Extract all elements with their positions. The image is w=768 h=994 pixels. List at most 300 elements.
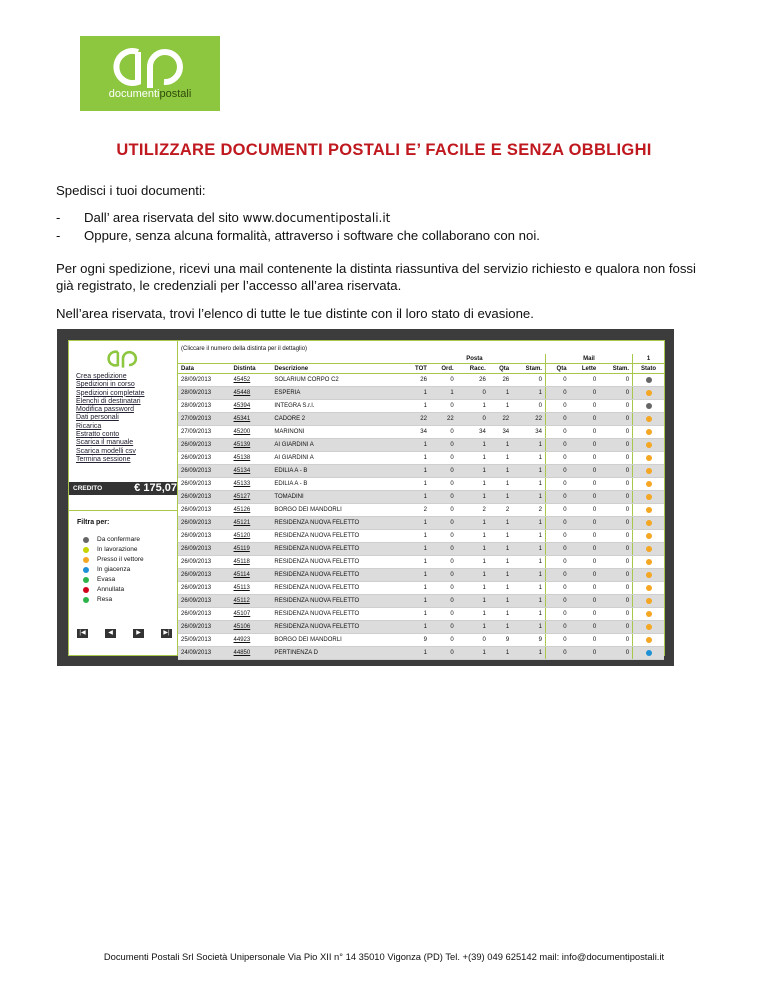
next-page-button[interactable]: ▶ [133, 629, 144, 638]
col-distinta: Distinta [231, 364, 272, 374]
table-cell: 0 [545, 517, 569, 530]
credit-bar [69, 482, 177, 495]
table-cell: 34 [489, 426, 512, 439]
table-cell: 26/09/2013 [178, 582, 231, 595]
filter-label: Annullata [97, 586, 125, 593]
sidebar-link[interactable]: Dati personali [76, 414, 119, 422]
table-cell: 26/09/2013 [178, 504, 231, 517]
table-cell: MARINONI [271, 426, 403, 439]
table-cell: 24/09/2013 [178, 647, 231, 660]
table-cell: 0 [430, 634, 457, 647]
table-cell: 1 [489, 556, 512, 569]
status-dot-icon [646, 598, 652, 604]
table-cell: 26/09/2013 [178, 556, 231, 569]
table-cell: RESIDENZA NUOVA FELETTO [271, 530, 403, 543]
status-cell [633, 426, 664, 439]
table-header-row [178, 364, 664, 374]
table-cell: 0 [570, 582, 600, 595]
table-cell: 1 [457, 582, 489, 595]
table-cell: 26 [489, 374, 512, 387]
status-cell [633, 543, 664, 556]
table-cell: 1 [457, 478, 489, 491]
table-row [178, 426, 664, 439]
distinta-link[interactable]: 45127 [231, 491, 272, 504]
table-cell: 1 [457, 491, 489, 504]
table-cell: 1 [404, 569, 430, 582]
table-cell: 1 [512, 595, 545, 608]
col-qta: Qta [489, 364, 512, 374]
table-cell: INTEGRA S.r.l. [271, 400, 403, 413]
table-cell: 0 [430, 400, 457, 413]
table-cell: 0 [570, 517, 600, 530]
table-cell: 1 [404, 491, 430, 504]
table-cell: RESIDENZA NUOVA FELETTO [271, 569, 403, 582]
footer: Documenti Postali Srl Società Unipersonale Via Pio XII n° 14 35010 Vigonza (PD) Tel. +(39) 049 625142 mail: info@documentipostali.it [103, 951, 665, 962]
table-cell: 34 [457, 426, 489, 439]
table-cell: RESIDENZA NUOVA FELETTO [271, 621, 403, 634]
status-cell [633, 387, 664, 400]
table-cell: 26/09/2013 [178, 595, 231, 608]
status-cell [633, 478, 664, 491]
distinta-link[interactable]: 45120 [231, 530, 272, 543]
sidebar-link[interactable]: Elenchi di destinatari [76, 397, 141, 405]
distinta-link[interactable]: 45133 [231, 478, 272, 491]
filter-label: In lavorazione [97, 546, 138, 553]
status-dot-icon [646, 637, 652, 643]
status-cell [633, 504, 664, 517]
table-cell: 0 [430, 569, 457, 582]
col-stam: Stam. [512, 364, 545, 374]
table-cell: 0 [570, 556, 600, 569]
table-row [178, 647, 664, 660]
table-cell: 0 [570, 595, 600, 608]
table-cell: SOLARIUM CORPO C2 [271, 374, 403, 387]
table-cell: 1 [404, 530, 430, 543]
status-cell [633, 517, 664, 530]
table-cell: 1 [489, 387, 512, 400]
last-page-button[interactable]: ▶| [161, 629, 172, 638]
table-cell: 1 [404, 517, 430, 530]
distinta-link[interactable]: 45139 [231, 439, 272, 452]
table-cell: 1 [404, 543, 430, 556]
table-cell: 0 [545, 543, 569, 556]
table-row [178, 582, 664, 595]
filter-item[interactable] [83, 555, 144, 565]
sidebar-link[interactable]: Spedizioni in corso [76, 381, 135, 389]
table-cell: 2 [457, 504, 489, 517]
filter-label: Resa [97, 596, 113, 603]
table-cell: BORGO DEI MANDORLI [271, 634, 403, 647]
status-cell [633, 452, 664, 465]
table-row [178, 608, 664, 621]
table-cell: 26/09/2013 [178, 543, 231, 556]
reserved-area-paragraph: Nell’area riservata, trovi l’elenco di tutte le tue distinte con il loro stato di evasione. [56, 306, 534, 321]
table-cell: RESIDENZA NUOVA FELETTO [271, 556, 403, 569]
table-cell: 0 [570, 621, 600, 634]
sidebar-link[interactable]: Crea spedizione [76, 373, 127, 380]
table-cell: 0 [599, 647, 632, 660]
table-cell: 0 [599, 452, 632, 465]
table-cell: 25/09/2013 [178, 634, 231, 647]
distinta-link[interactable]: 45394 [231, 400, 272, 413]
table-cell: TOMADINI [271, 491, 403, 504]
distinta-link[interactable]: 45112 [231, 595, 272, 608]
table-row [178, 478, 664, 491]
distinta-link[interactable]: 45113 [231, 582, 272, 595]
sidebar [69, 341, 178, 655]
list-item-text: Dall’ area riservata del sito www.documentipostali.it [84, 210, 391, 225]
table-cell: AI GIARDINI A [271, 439, 403, 452]
table-row [178, 556, 664, 569]
col-tot: TOT [404, 364, 430, 374]
status-dot-icon [646, 442, 652, 448]
distinta-link[interactable]: 45119 [231, 543, 272, 556]
table-cell: 1 [512, 647, 545, 660]
table-cell: 0 [430, 647, 457, 660]
table-cell: 0 [570, 439, 600, 452]
table-cell: 0 [570, 504, 600, 517]
table-cell: 0 [570, 465, 600, 478]
distinta-link[interactable]: 45118 [231, 556, 272, 569]
table-cell: 0 [570, 530, 600, 543]
status-dot-icon [646, 390, 652, 396]
table-cell: 1 [457, 556, 489, 569]
table-cell: 0 [545, 491, 569, 504]
status-dot-icon [646, 559, 652, 565]
table-cell: 0 [545, 452, 569, 465]
list-item-text: Oppure, senza alcuna formalità, attraverso i software che collaborano con noi. [84, 228, 540, 243]
status-dot-icon [83, 537, 89, 543]
sidebar-link[interactable]: Modifica password [76, 406, 134, 414]
table-cell: 1 [404, 400, 430, 413]
status-dot-icon [646, 572, 652, 578]
table-cell: 0 [599, 387, 632, 400]
table-cell: 0 [599, 491, 632, 504]
col-mail-stam: Stam. [599, 364, 632, 374]
table-cell: 1 [489, 621, 512, 634]
status-cell [633, 556, 664, 569]
table-cell: 1 [512, 556, 545, 569]
table-cell: 0 [430, 426, 457, 439]
table-cell: 1 [457, 465, 489, 478]
status-dot-icon [646, 507, 652, 513]
table-cell: EDILIA A - B [271, 478, 403, 491]
shipments-table [178, 354, 664, 660]
table-cell: 1 [404, 439, 430, 452]
intro-text: Spedisci i tuoi documenti: [56, 183, 206, 198]
table-cell: 26/09/2013 [178, 452, 231, 465]
distinta-link[interactable]: 45134 [231, 465, 272, 478]
distinta-link[interactable]: 45200 [231, 426, 272, 439]
table-cell: 0 [599, 439, 632, 452]
table-row [178, 595, 664, 608]
distinta-link[interactable]: 45126 [231, 504, 272, 517]
description-paragraph: Per ogni spedizione, ricevi una mail contenente la distinta riassuntiva del servizio richiesto e qualora non fossi già registrato, le credenziali per l’accesso all’area riservata. [56, 261, 696, 293]
table-cell: 1 [404, 595, 430, 608]
status-dot-icon [646, 403, 652, 409]
table-cell: 9 [512, 634, 545, 647]
table-cell: 26/09/2013 [178, 478, 231, 491]
table-cell: 0 [545, 387, 569, 400]
status-dot-icon [646, 494, 652, 500]
table-cell: 1 [404, 647, 430, 660]
table-cell: 0 [599, 582, 632, 595]
distinta-link[interactable]: 45138 [231, 452, 272, 465]
status-dot-icon [83, 567, 89, 573]
table-cell: 0 [545, 400, 569, 413]
table-cell: 0 [570, 452, 600, 465]
table-cell: 1 [512, 621, 545, 634]
table-cell: 0 [430, 504, 457, 517]
status-dot-icon [83, 597, 89, 603]
table-cell: 0 [570, 387, 600, 400]
table-cell: 28/09/2013 [178, 374, 231, 387]
distinta-link[interactable]: 45106 [231, 621, 272, 634]
first-page-button[interactable]: |◀ [77, 629, 88, 638]
table-cell: 26 [457, 374, 489, 387]
table-cell: 9 [404, 634, 430, 647]
table-cell: 1 [512, 491, 545, 504]
table-cell: 0 [570, 491, 600, 504]
table-cell: 1 [512, 608, 545, 621]
filter-item[interactable] [83, 595, 144, 605]
table-cell: 0 [570, 569, 600, 582]
col-mail-lette: Lette [570, 364, 600, 374]
table-cell: 0 [545, 647, 569, 660]
table-cell: 1 [512, 543, 545, 556]
table-cell: 1 [404, 452, 430, 465]
filter-label: Da confermare [97, 536, 140, 543]
table-cell: 0 [545, 569, 569, 582]
table-cell: 0 [599, 400, 632, 413]
table-cell: 1 [512, 387, 545, 400]
table-row [178, 530, 664, 543]
filter-item[interactable] [83, 575, 144, 585]
table-cell: 0 [570, 608, 600, 621]
sidebar-link[interactable]: Estratto conto [76, 431, 120, 439]
table-cell: 0 [570, 413, 600, 426]
table-cell: 0 [430, 491, 457, 504]
sidebar-link[interactable]: Scarica il manuale [76, 439, 134, 447]
table-cell: 0 [430, 608, 457, 621]
table-cell: 1 [489, 530, 512, 543]
table-cell: 9 [489, 634, 512, 647]
distinta-link[interactable]: 45448 [231, 387, 272, 400]
table-cell: 0 [545, 595, 569, 608]
table-cell: 0 [430, 465, 457, 478]
table-cell: 0 [457, 413, 489, 426]
status-cell [633, 634, 664, 647]
table-cell: 0 [599, 504, 632, 517]
filter-item[interactable] [83, 545, 144, 555]
table-cell: 0 [457, 387, 489, 400]
table-row [178, 400, 664, 413]
table-cell: 0 [430, 374, 457, 387]
table-cell: 34 [404, 426, 430, 439]
table-cell: 1 [489, 595, 512, 608]
status-dot-icon [646, 377, 652, 383]
group-header-row [178, 354, 664, 364]
table-cell: 22 [512, 413, 545, 426]
table-cell: 26 [404, 374, 430, 387]
table-cell: 22 [404, 413, 430, 426]
status-cell [633, 569, 664, 582]
table-cell: 1 [457, 647, 489, 660]
status-dot-icon [646, 624, 652, 630]
status-cell [633, 595, 664, 608]
table-cell: 26/09/2013 [178, 530, 231, 543]
prev-page-button[interactable]: ◀ [105, 629, 116, 638]
table-cell: 1 [404, 465, 430, 478]
sidebar-link[interactable]: Ricarica [76, 422, 102, 430]
table-cell: 1 [404, 608, 430, 621]
table-cell: 1 [404, 387, 430, 400]
status-cell [633, 621, 664, 634]
status-cell [633, 530, 664, 543]
status-dot-icon [646, 468, 652, 474]
table-cell: 0 [430, 517, 457, 530]
table-cell: 1 [489, 478, 512, 491]
reserved-area-screenshot [57, 329, 674, 666]
table-cell: 0 [570, 647, 600, 660]
table-cell: RESIDENZA NUOVA FELETTO [271, 543, 403, 556]
page-number: 1 [633, 354, 664, 364]
status-dot-icon [646, 520, 652, 526]
table-cell: 0 [512, 374, 545, 387]
table-cell: 1 [457, 608, 489, 621]
table-cell: RESIDENZA NUOVA FELETTO [271, 608, 403, 621]
table-row [178, 543, 664, 556]
table-row [178, 634, 664, 647]
table-cell: 0 [570, 478, 600, 491]
table-cell: 1 [489, 465, 512, 478]
website-link[interactable]: www.documentipostali.it [242, 211, 391, 225]
page-title: UTILIZZARE DOCUMENTI POSTALI E’ FACILE E SENZA OBBLIGHI [116, 141, 652, 159]
table-row [178, 439, 664, 452]
table-cell: 28/09/2013 [178, 400, 231, 413]
list-item: - Dall’ area riservata del sito www.documentipostali.it [56, 210, 391, 225]
mini-logo-icon [105, 350, 141, 368]
table-cell: 0 [570, 634, 600, 647]
distinta-link[interactable]: 45452 [231, 374, 272, 387]
table-cell: 1 [489, 608, 512, 621]
table-cell: 0 [457, 634, 489, 647]
status-cell [633, 491, 664, 504]
table-cell: RESIDENZA NUOVA FELETTO [271, 595, 403, 608]
list-item: - Oppure, senza alcuna formalità, attraverso i software che collaborano con noi. [56, 228, 540, 243]
table-cell: 1 [457, 517, 489, 530]
pagination [77, 629, 172, 638]
table-cell: EDILIA A - B [271, 465, 403, 478]
sidebar-link[interactable]: Termina sessione [76, 455, 131, 463]
filter-item[interactable] [83, 535, 144, 545]
distinta-link[interactable]: 45121 [231, 517, 272, 530]
sidebar-link[interactable]: Spedizioni completate [76, 389, 145, 397]
table-cell: 0 [599, 517, 632, 530]
table-cell: 0 [430, 478, 457, 491]
table-cell: 1 [512, 569, 545, 582]
status-cell [633, 582, 664, 595]
status-dot-icon [646, 481, 652, 487]
status-cell [633, 647, 664, 660]
table-cell: 26/09/2013 [178, 608, 231, 621]
table-cell: 1 [512, 465, 545, 478]
table-cell: 0 [570, 400, 600, 413]
table-cell: 1 [489, 569, 512, 582]
table-row [178, 413, 664, 426]
status-dot-icon [646, 455, 652, 461]
table-cell: 26/09/2013 [178, 621, 231, 634]
table-cell: 0 [430, 439, 457, 452]
table-row [178, 387, 664, 400]
table-cell: 0 [430, 556, 457, 569]
credit-amount: € 175,07 [134, 482, 177, 494]
status-cell [633, 439, 664, 452]
table-cell: 1 [489, 543, 512, 556]
status-dot-icon [83, 587, 89, 593]
table-cell: 1 [512, 530, 545, 543]
table-cell: 1 [512, 582, 545, 595]
distinta-link[interactable]: 44923 [231, 634, 272, 647]
status-cell [633, 465, 664, 478]
status-cell [633, 413, 664, 426]
status-dot-icon [646, 611, 652, 617]
credit-label: CREDITO [73, 485, 103, 492]
filter-item[interactable] [83, 585, 144, 595]
status-dot-icon [83, 557, 89, 563]
table-cell: 0 [545, 439, 569, 452]
table-cell: 0 [545, 634, 569, 647]
table-cell: 26/09/2013 [178, 569, 231, 582]
distinta-link[interactable]: 44850 [231, 647, 272, 660]
table-cell: 1 [457, 543, 489, 556]
table-cell: PERTINENZA D [271, 647, 403, 660]
sidebar-link[interactable]: Scarica modelli csv [76, 447, 136, 455]
table-cell: 1 [489, 517, 512, 530]
status-dot-icon [646, 546, 652, 552]
table-cell: 28/09/2013 [178, 387, 231, 400]
status-dot-icon [646, 585, 652, 591]
table-cell: 0 [599, 595, 632, 608]
distinta-link[interactable]: 45114 [231, 569, 272, 582]
distinta-link[interactable]: 45341 [231, 413, 272, 426]
table-cell: 0 [599, 569, 632, 582]
status-dot-icon [646, 533, 652, 539]
table-cell: 1 [489, 439, 512, 452]
table-cell: 1 [457, 595, 489, 608]
table-cell: 1 [457, 439, 489, 452]
table-cell: 22 [489, 413, 512, 426]
table-cell: 0 [599, 478, 632, 491]
table-cell: ESPERIA [271, 387, 403, 400]
filter-item[interactable] [83, 565, 144, 575]
table-cell: 0 [545, 530, 569, 543]
table-cell: 0 [570, 426, 600, 439]
table-cell: 0 [570, 374, 600, 387]
table-cell: 0 [545, 374, 569, 387]
table-cell: 34 [512, 426, 545, 439]
table-row [178, 491, 664, 504]
table-cell: 0 [545, 556, 569, 569]
distinta-link[interactable]: 45107 [231, 608, 272, 621]
table-cell: 0 [599, 465, 632, 478]
table-cell: 0 [430, 530, 457, 543]
table-cell: 1 [489, 582, 512, 595]
table-cell: 0 [545, 465, 569, 478]
table-cell: 1 [489, 452, 512, 465]
col-racc: Racc. [457, 364, 489, 374]
table-cell: 1 [457, 621, 489, 634]
